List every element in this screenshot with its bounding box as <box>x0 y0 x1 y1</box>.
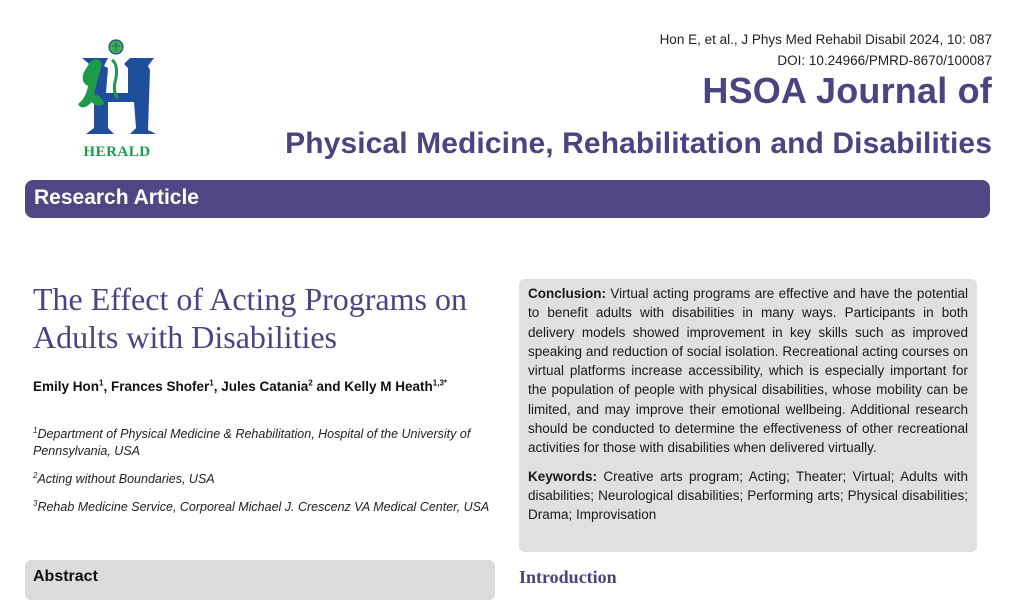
citation-line: Hon E, et al., J Phys Med Rehabil Disabil 2024, 10: 087 <box>659 32 992 47</box>
logo-wordmark: HERALD <box>83 144 151 160</box>
affiliation-3 <box>33 499 493 516</box>
author-name: Kelly M Heath <box>344 379 433 394</box>
author-name: Jules Catania <box>221 379 309 394</box>
abstract-summary-box <box>519 279 977 552</box>
affiliation-sup: 2 <box>33 470 38 480</box>
article-type-banner <box>25 180 990 218</box>
affiliation-text: Acting without Boundaries, USA <box>37 472 215 486</box>
conclusion-label: Conclusion: <box>528 286 606 301</box>
herald-logo <box>68 38 166 162</box>
article-type-label: Research Article <box>34 186 199 209</box>
author-sup: 2 <box>308 378 313 388</box>
author-name: Emily Hon <box>33 379 100 394</box>
affiliation-sup: 3 <box>33 498 38 508</box>
abstract-heading-bar <box>25 560 495 600</box>
keywords-label: Keywords: <box>528 468 598 484</box>
author-sup: 1 <box>209 378 214 388</box>
affiliation-text: Department of Physical Medicine & Rehabilitation, Hospital of the University of Pennsylvania, USA <box>33 427 471 458</box>
author-separator: , <box>213 379 222 394</box>
keywords-text: Creative arts program; Acting; Theater; Virtual; Adults with disabilities; Neurological disabilities; Performing arts; Physical disabilities; Drama; Improvisation <box>528 468 968 523</box>
author-separator: , <box>103 379 111 394</box>
doi-line: DOI: 10.24966/PMRD-8670/100087 <box>777 53 992 68</box>
conclusion-paragraph <box>528 284 968 458</box>
author-sup: 1 <box>99 378 104 388</box>
citation-block <box>660 29 992 71</box>
herald-h-logo-icon <box>68 38 166 138</box>
author-name: Frances Shofer <box>110 379 210 394</box>
abstract-heading: Abstract <box>33 568 98 585</box>
author-list <box>33 377 463 396</box>
affiliation-sup: 1 <box>33 425 38 435</box>
keywords-paragraph <box>528 467 968 525</box>
affiliation-1 <box>33 426 493 460</box>
journal-name-line2: Physical Medicine, Rehabilitation and Disabilities <box>285 127 992 160</box>
affiliation-2 <box>33 471 493 488</box>
conclusion-text: Virtual acting programs are effective and have the potential to benefit adults with disabilities in many ways. Participants in both delivery models showed improvement in key skills such as improved speaking and reduction of social isolation. Recreational acting courses on virtual platforms increase accessibility, which is especially important for the population of people with physical disabilities, whose mobility can be limited, and may improve their emotional wellbeing. Additional research should be conducted to determine the effectiveness of other recreational activities for those with disabilities when delivered virtually. <box>528 286 968 456</box>
introduction-heading: Introduction <box>519 567 617 587</box>
author-sup: 1,3* <box>432 378 448 388</box>
journal-name-line1: HSOA Journal of <box>702 70 992 111</box>
article-title: The Effect of Acting Programs on Adults with Disabilities <box>33 281 467 355</box>
author-separator: and <box>312 379 345 394</box>
affiliation-text: Rehab Medicine Service, Corporeal Michael J. Crescenz VA Medical Center, USA <box>37 500 490 514</box>
